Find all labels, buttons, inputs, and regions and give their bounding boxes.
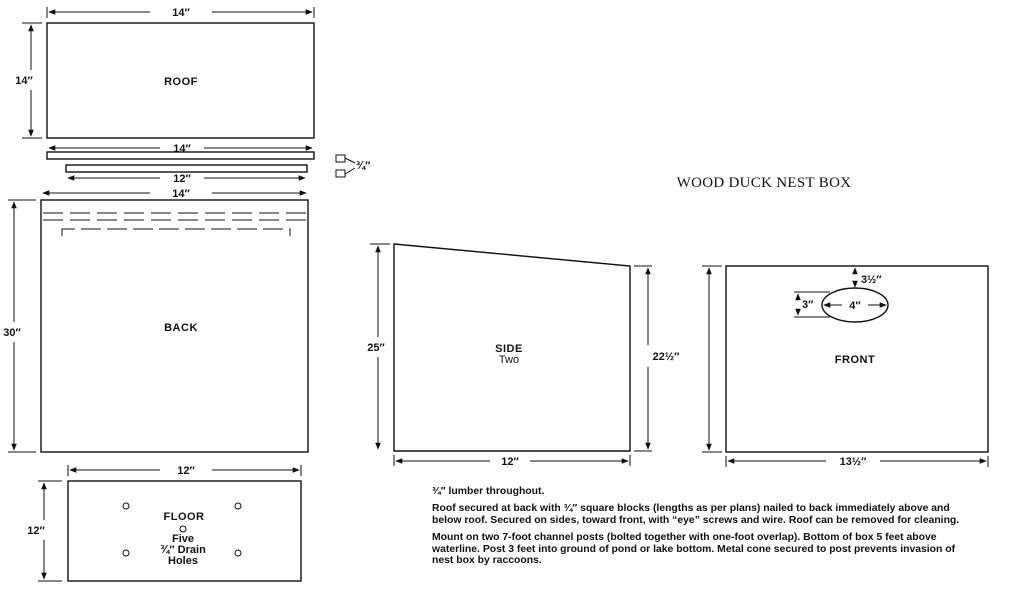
floor-height-dimension (27, 481, 62, 581)
side-label: SIDE (495, 343, 523, 355)
back-height-label: 30″ (3, 327, 21, 339)
floor-height-label: 12″ (27, 525, 45, 537)
drain-hole (123, 550, 129, 556)
side-front-height-label: 22½″ (652, 351, 680, 363)
strip-top-dimension (49, 143, 312, 155)
notes-roof: Roof secured at back with ¾″ square blocks (lengths as per plans) nailed to back immediately above and below roof. Secured on sides, toward front, with “eye” screws and wire. Roof can be removed for cleaning. (432, 503, 960, 526)
side-front-height-dimension (634, 266, 680, 451)
roof-height-label: 14″ (15, 75, 33, 87)
roof-panel (47, 23, 314, 138)
hole-top-label: 3½″ (861, 274, 882, 286)
back-width-label: 14″ (172, 188, 190, 200)
drain-hole (235, 503, 241, 509)
side-back-height-dimension (367, 244, 390, 449)
floor-width-dimension (68, 465, 301, 477)
strip-bottom-dimension (68, 173, 305, 185)
roof-width-dimension (47, 7, 314, 19)
roof-height-dimension (15, 23, 42, 138)
side-back-height-label: 25″ (367, 342, 385, 354)
roof-label: ROOF (164, 76, 198, 88)
front-panel (726, 266, 988, 452)
hole-top-dimension (855, 268, 882, 287)
hole-diameter-dimension (824, 300, 886, 312)
back-panel (41, 200, 308, 452)
floor-panel (68, 481, 301, 581)
drain-holes-line3: Holes (168, 555, 198, 567)
block-thickness-label: ¾″ (356, 160, 371, 172)
front-label: FRONT (834, 354, 876, 366)
floor-label: FLOOR (163, 511, 205, 523)
drain-holes-line2: ¾″ Drain (160, 544, 206, 556)
back-label: BACK (164, 322, 198, 334)
drain-hole (123, 503, 129, 509)
drain-hole (180, 526, 186, 532)
roof-width-label: 14″ (172, 7, 190, 19)
side-width-dimension (394, 455, 630, 468)
front-width-dimension (726, 456, 988, 468)
back-width-dimension (43, 188, 306, 200)
notes-lumber: ¾″ lumber throughout. (432, 486, 545, 497)
block-detail (336, 155, 371, 177)
drain-hole (235, 550, 241, 556)
front-height-dimension (702, 266, 722, 452)
construction-notes (432, 486, 962, 572)
strip-bottom-width-label: 12″ (173, 173, 191, 185)
strip-top-width-label: 14″ (173, 143, 191, 155)
side-panel (394, 244, 630, 451)
hole-side-label: 3″ (802, 299, 814, 311)
drain-holes-line1: Five (171, 533, 195, 545)
back-height-dimension (3, 200, 36, 452)
front-width-label: 13½″ (839, 456, 867, 468)
hole-diameter-label: 4″ (849, 300, 861, 312)
notes-mounting: Mount on two 7-foot channel posts (bolted together with one-foot overlap). Bottom of box 5 feet above waterline. Post 3 feet into ground of pond or lake bottom. Metal cone secured to post prevents invasion of nest box by raccoons. (432, 532, 956, 567)
strip-piece (47, 152, 314, 172)
floor-width-label: 12″ (177, 465, 195, 477)
diagram-title: WOOD DUCK NEST BOX (676, 175, 852, 191)
side-qty-label: Two (498, 354, 520, 366)
side-width-label: 12″ (501, 456, 519, 468)
